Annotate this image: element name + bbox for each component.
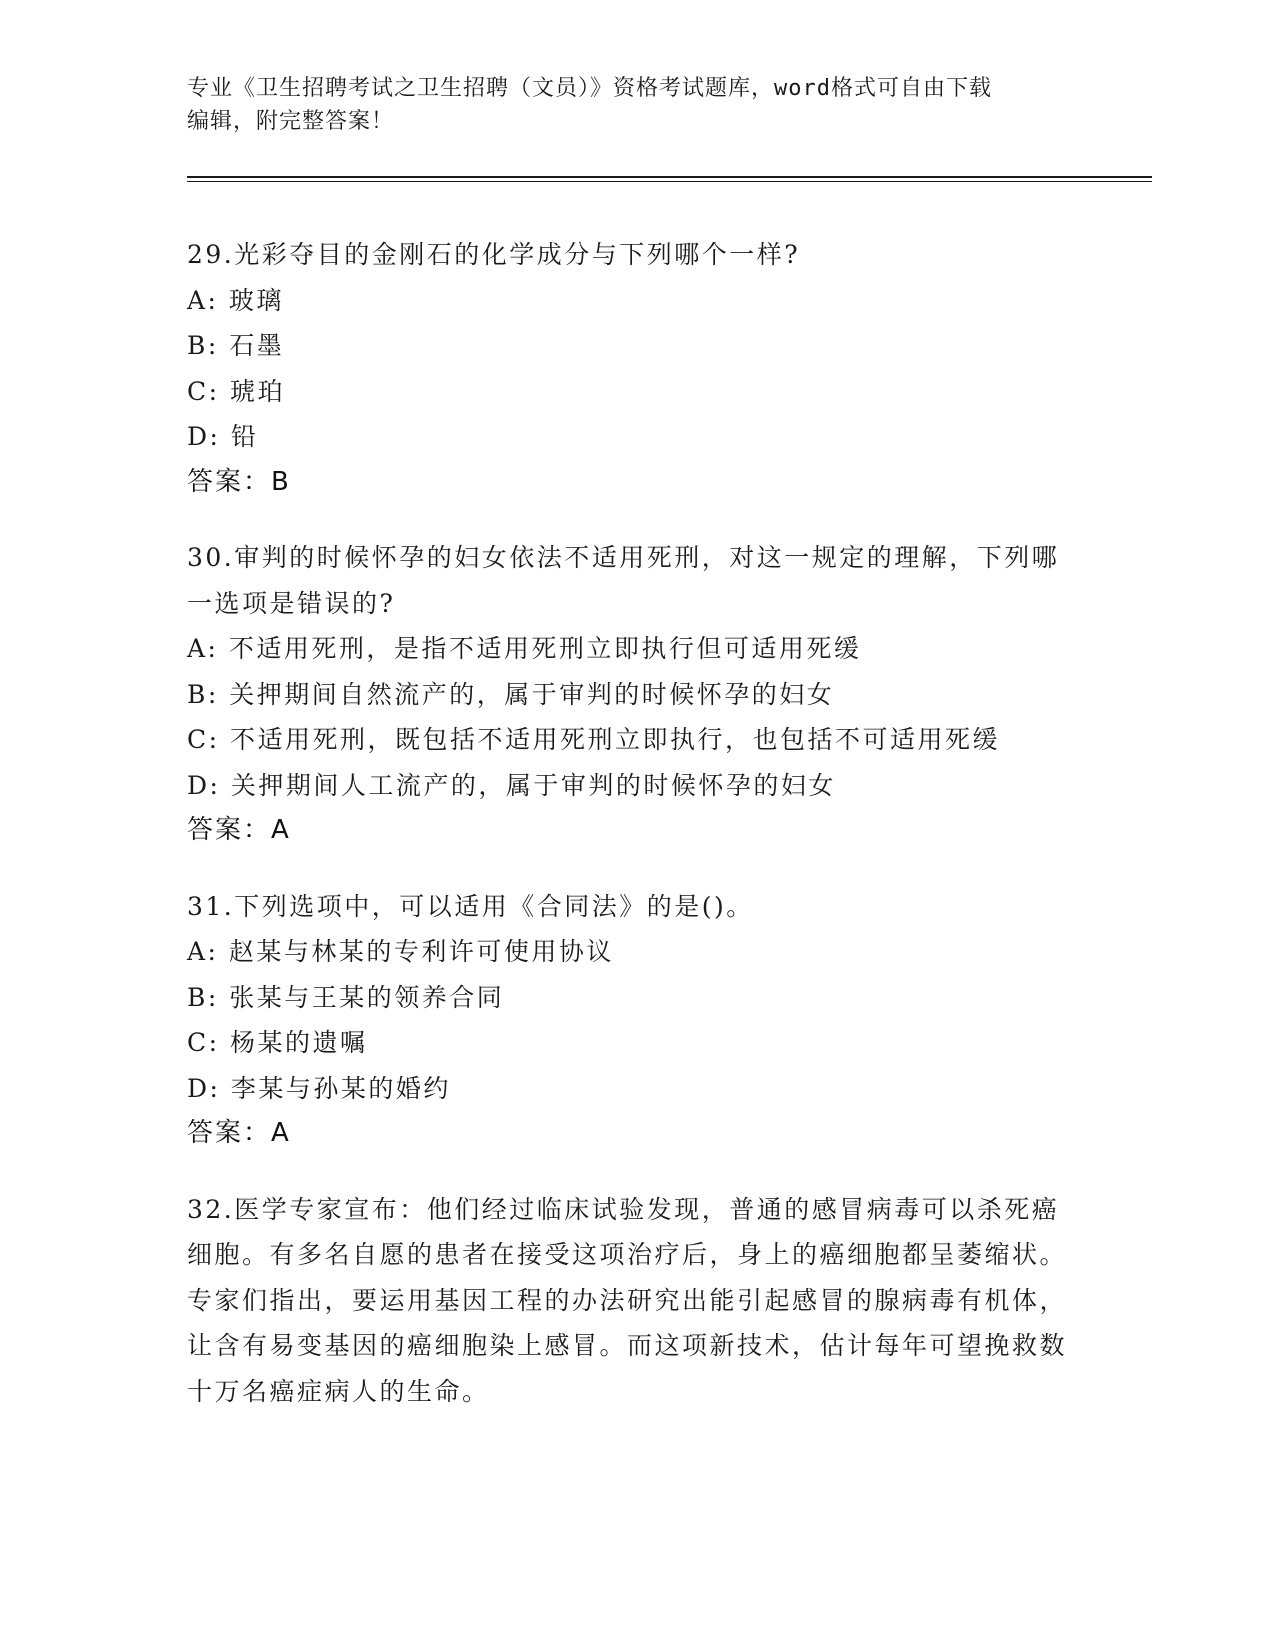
- option-a: A: 赵某与林某的专利许可使用协议: [187, 937, 614, 966]
- option-d: D: 铅: [187, 422, 259, 451]
- question-text: 29.光彩夺目的金刚石的化学成分与下列哪个一样?: [187, 240, 801, 269]
- question-text: 30.审判的时候怀孕的妇女依法不适用死刑，对这一规定的理解，下列哪一选项是错误的?: [187, 543, 1060, 618]
- option-c: C: 琥珀: [187, 376, 285, 406]
- question-29: [187, 232, 1087, 505]
- answer: 答案：A: [187, 815, 291, 845]
- question-32: [187, 1187, 1087, 1415]
- header-rule-thick: [187, 176, 1152, 178]
- question-text: 31.下列选项中，可以适用《合同法》的是()。: [187, 891, 754, 921]
- option-b: B: 关押期间自然流产的，属于审判的时候怀孕的妇女: [187, 679, 835, 709]
- question-text: 32.医学专家宣布：他们经过临床试验发现，普通的感冒病毒可以杀死癌细胞。有多名自愿的患者在接受这项治疗后，身上的癌细胞都呈萎缩状。专家们指出，要运用基因工程的办法研究出能引起感冒的腺病毒有机体，让含有易变基因的癌细胞染上感冒。而这项新技术，估计每年可望挽救数十万名癌症病人的生命。: [187, 1194, 1068, 1406]
- answer: 答案：A: [187, 1118, 291, 1148]
- answer: 答案：B: [187, 466, 291, 497]
- option-a: A: 玻璃: [187, 285, 284, 315]
- option-c: C: 不适用死刑，既包括不适用死刑立即执行，也包括不可适用死缓: [187, 725, 1001, 754]
- header-line-1: 专业《卫生招聘考试之卫生招聘（文员）》资格考试题库，word格式可自由下载: [187, 76, 992, 101]
- option-a: A: 不适用死刑，是指不适用死刑立即执行但可适用死缓: [187, 634, 862, 663]
- question-list: [187, 232, 1087, 1444]
- document-header: [187, 72, 1087, 138]
- option-c: C: 杨某的遗嘱: [187, 1028, 368, 1057]
- header-line-2: 编辑，附完整答案！: [187, 109, 395, 134]
- option-d: D: 李某与孙某的婚约: [187, 1073, 451, 1103]
- question-30: [187, 535, 1087, 854]
- option-d: D: 关押期间人工流产的，属于审判的时候怀孕的妇女: [187, 770, 836, 800]
- header-rule-thin: [187, 181, 1152, 182]
- question-31: [187, 884, 1087, 1157]
- option-b: B: 张某与王某的领养合同: [187, 982, 505, 1012]
- option-b: B: 石墨: [187, 331, 285, 360]
